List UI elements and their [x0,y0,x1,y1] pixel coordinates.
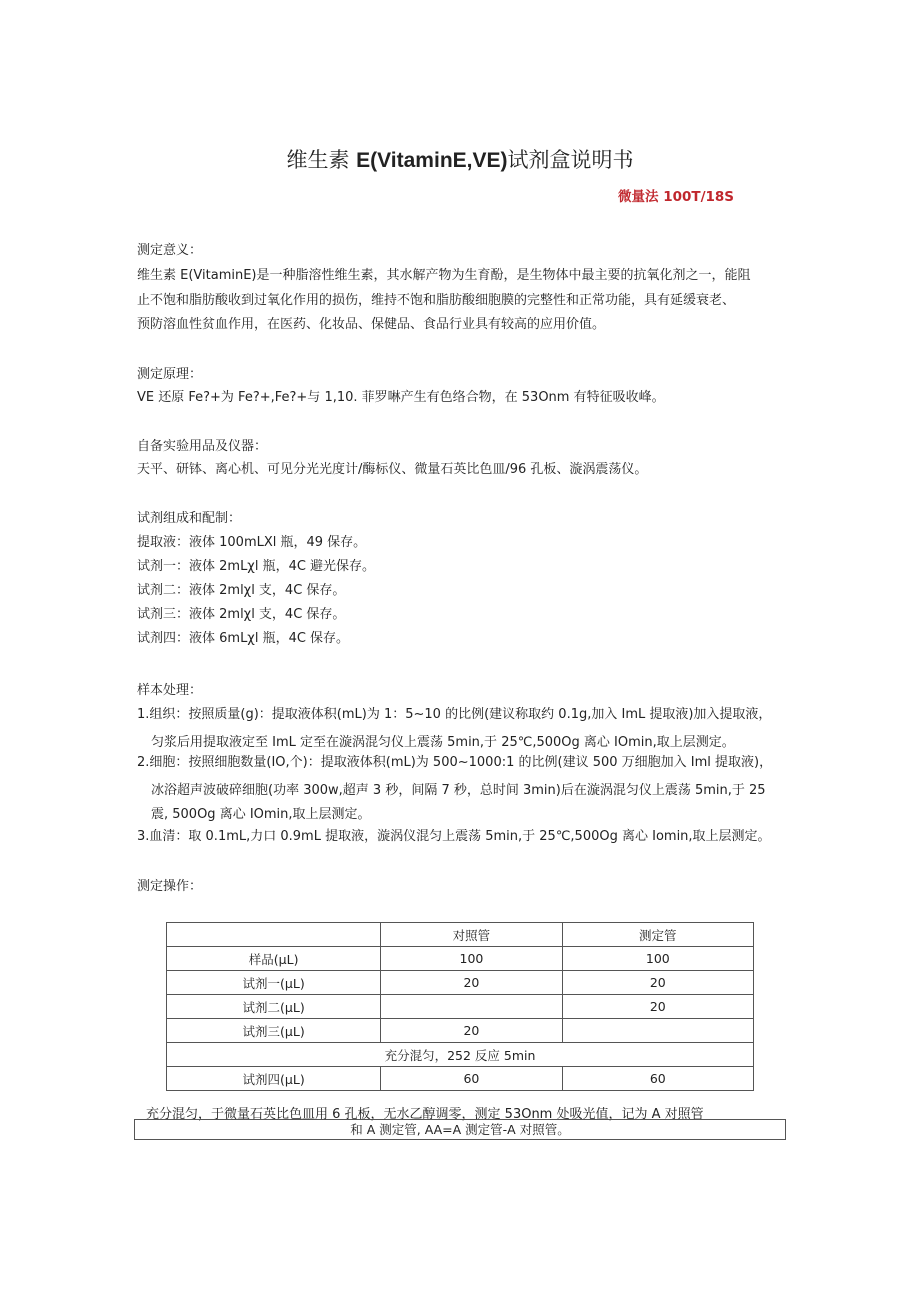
reagent-item: 提取液：液体 100mLXl 瓶，49 保存。 [137,535,367,550]
page-title [0,144,920,174]
sample-tissue-line: 1.组织：按照质量(g)：提取液体积(mL)为 1：5~10 的比例(建议称取约 0.1g,加入 ImL 提取液)加入提取液， [137,707,772,722]
table-cell: 100 [562,947,753,971]
table-row [167,995,754,1019]
table-cell: 20 [562,995,753,1019]
table-cell: 20 [381,971,562,995]
table-cell [562,1019,753,1043]
principle-text: VE 还原 Fe?+为 Fe?+,Fe?+与 1,10. 菲罗啉产生有色络合物，在 53Onm 有特征吸收峰。 [137,390,665,405]
sample-tissue-line: 匀浆后用提取液定至 ImL 定至在漩涡混匀仪上震荡 5min,于 25℃,500Og 离心 IOmin,取上层测定。 [151,735,735,750]
kit-spec: 微量法 100T/18S [618,189,735,205]
table-row [167,1019,754,1043]
significance-line: 预防溶血性贫血作用，在医药、化妆品、保健品、食品行业具有较高的应用价值。 [137,317,606,332]
table-merged-row [167,1043,754,1067]
reagents-heading: 试剂组成和配制： [137,511,242,526]
reagent-item: 试剂二：液体 2mlχl 支，4C 保存。 [137,583,346,598]
table-cell: 60 [381,1067,562,1091]
sample-cell-line: 冰浴超声波破碎细胞(功率 300w,超声 3 秒，间隔 7 秒，总时间 3min)后在漩涡混匀仪上震荡 5min,于 25 [151,783,766,798]
table-cell: 试剂三(μL) [167,1019,381,1043]
table-cell: 试剂二(μL) [167,995,381,1019]
operation-table [166,922,754,1091]
reagent-item: 试剂三：液体 2mlχl 支，4C 保存。 [137,607,346,622]
operation-note-line2: 和 A 测定管, AA=A 测定管-A 对照管。 [134,1119,786,1140]
significance-heading: 测定意义： [137,243,203,258]
table-cell: 样品(μL) [167,947,381,971]
table-cell: 20 [381,1019,562,1043]
table-header-cell: 测定管 [562,923,753,947]
reagent-item: 试剂四：液体 6mLχl 瓶，4C 保存。 [137,631,350,646]
instruments-text: 天平、研钵、离心机、可见分光光度计/酶标仪、微量石英比色皿/96 孔板、漩涡震荡仪。 [137,462,648,477]
title-suffix: 试剂盒说明书 [507,148,634,172]
table-cell: 100 [381,947,562,971]
operation-heading: 测定操作： [137,879,203,894]
sample-cell-line: 2.细胞：按照细胞数量(IO,个)：提取液体积(mL)为 500~1000:1 的比例(建议 500 万细胞加入 Iml 提取液)， [137,755,773,770]
title-english: E(VitaminE,VE) [356,149,508,172]
significance-line: 维生素 E(VitaminE)是一种脂溶性维生素，其水解产物为生育酚，是生物体中最主要的抗氧化剂之一，能阻 [137,268,751,283]
table-header-cell: 对照管 [381,923,562,947]
table-row [167,1067,754,1091]
sample-cell-line: 震, 500Og 离心 IOmin,取上层测定。 [151,807,371,822]
significance-line: 止不饱和脂肪酸收到过氧化作用的损伤，维持不饱和脂肪酸细胞膜的完整性和正常功能，具有延缓衰老、 [137,293,736,308]
sample-serum-line: 3.血清：取 0.1mL,力口 0.9mL 提取液，漩涡仪混匀上震荡 5min,于 25℃,500Og 离心 Iomin,取上层测定。 [137,829,771,844]
reagent-item: 试剂一：液体 2mLχl 瓶，4C 避光保存。 [137,559,376,574]
table-merged-cell: 充分混匀，252 反应 5min [167,1043,754,1067]
table-cell: 60 [562,1067,753,1091]
table-cell: 试剂四(μL) [167,1067,381,1091]
title-prefix: 维生素 [286,148,357,172]
table-cell [381,995,562,1019]
table-header-cell [167,923,381,947]
table-cell: 20 [562,971,753,995]
sample-heading: 样本处理： [137,683,203,698]
table-row [167,947,754,971]
operation-note-line1: 充分混匀，于微量石英比色皿用 6 孔板，无水乙醇调零，测定 53Onm 处吸光值，记为 A 对照管 [146,1107,704,1122]
principle-heading: 测定原理： [137,367,203,382]
table-row [167,971,754,995]
table-header-row [167,923,754,947]
table-cell: 试剂一(μL) [167,971,381,995]
instruments-heading: 自备实验用品及仪器： [137,439,268,454]
